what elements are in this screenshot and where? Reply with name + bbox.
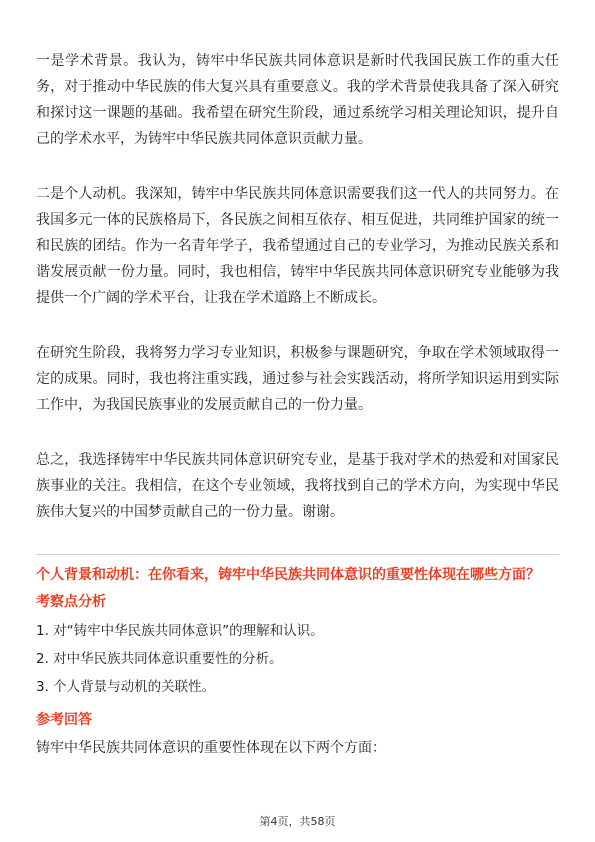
analysis-point-3: 3. 个人背景与动机的关联性。 — [36, 679, 216, 695]
answer-heading: 参考回答 — [36, 712, 92, 728]
analysis-points-list — [36, 617, 559, 701]
analysis-heading: 考察点分析 — [36, 594, 106, 610]
page-number-footer: 第4页，共58页 — [259, 815, 336, 828]
answer-intro: 铸牢中华民族共同体意识的重要性体现在以下两个方面： — [36, 740, 386, 756]
analysis-point-1: 1. 对“铸牢中华民族共同体意识”的理解和认识。 — [36, 623, 324, 639]
question-title: 个人背景和动机：在你看来，铸牢中华民族共同体意识的重要性体现在哪些方面？ — [36, 567, 540, 583]
page-content — [36, 48, 559, 761]
paragraph-personal-motivation: 二是个人动机。我深知，铸牢中华民族共同体意识需要我们这一代人的共同努力。在我国多元一体的民族格局下，各民族之间相互依存、相互促进，共同维护国家的统一和民族的团结。作为一名青年学子，我希望通过自己的专业学习，为推动民族关系和谐发展贡献一份力量。同时，我也相信，铸牢中华民族共同体意识研究专业能够为我提供一个广阔的学术平台，让我在学术道路上不断成长。 — [36, 186, 559, 306]
analysis-point-2: 2. 对中华民族共同体意识重要性的分析。 — [36, 651, 283, 667]
paragraph-conclusion: 总之，我选择铸牢中华民族共同体意识研究专业，是基于我对学术的热爱和对国家民族事业的关注。我相信，在这个专业领域，我将找到自己的学术方向，为实现中华民族伟大复兴的中国梦贡献自己的一份力量。谢谢。 — [36, 452, 559, 520]
paragraph-academic-background: 一是学术背景。我认为，铸牢中华民族共同体意识是新时代我国民族工作的重大任务，对于推动中华民族的伟大复兴具有重要意义。我的学术背景使我具备了深入研究和探讨这一课题的基础。我希望在研究生阶段，通过系统学习相关理论知识，提升自己的学术水平，为铸牢中华民族共同体意识贡献力量。 — [36, 53, 559, 147]
paragraph-graduate-plan: 在研究生阶段，我将努力学习专业知识，积极参与课题研究，争取在学术领域取得一定的成果。同时，我也将注重实践，通过参与社会实践活动，将所学知识运用到实际工作中，为我国民族事业的发展贡献自己的一份力量。 — [36, 345, 559, 413]
section-divider — [36, 554, 559, 555]
